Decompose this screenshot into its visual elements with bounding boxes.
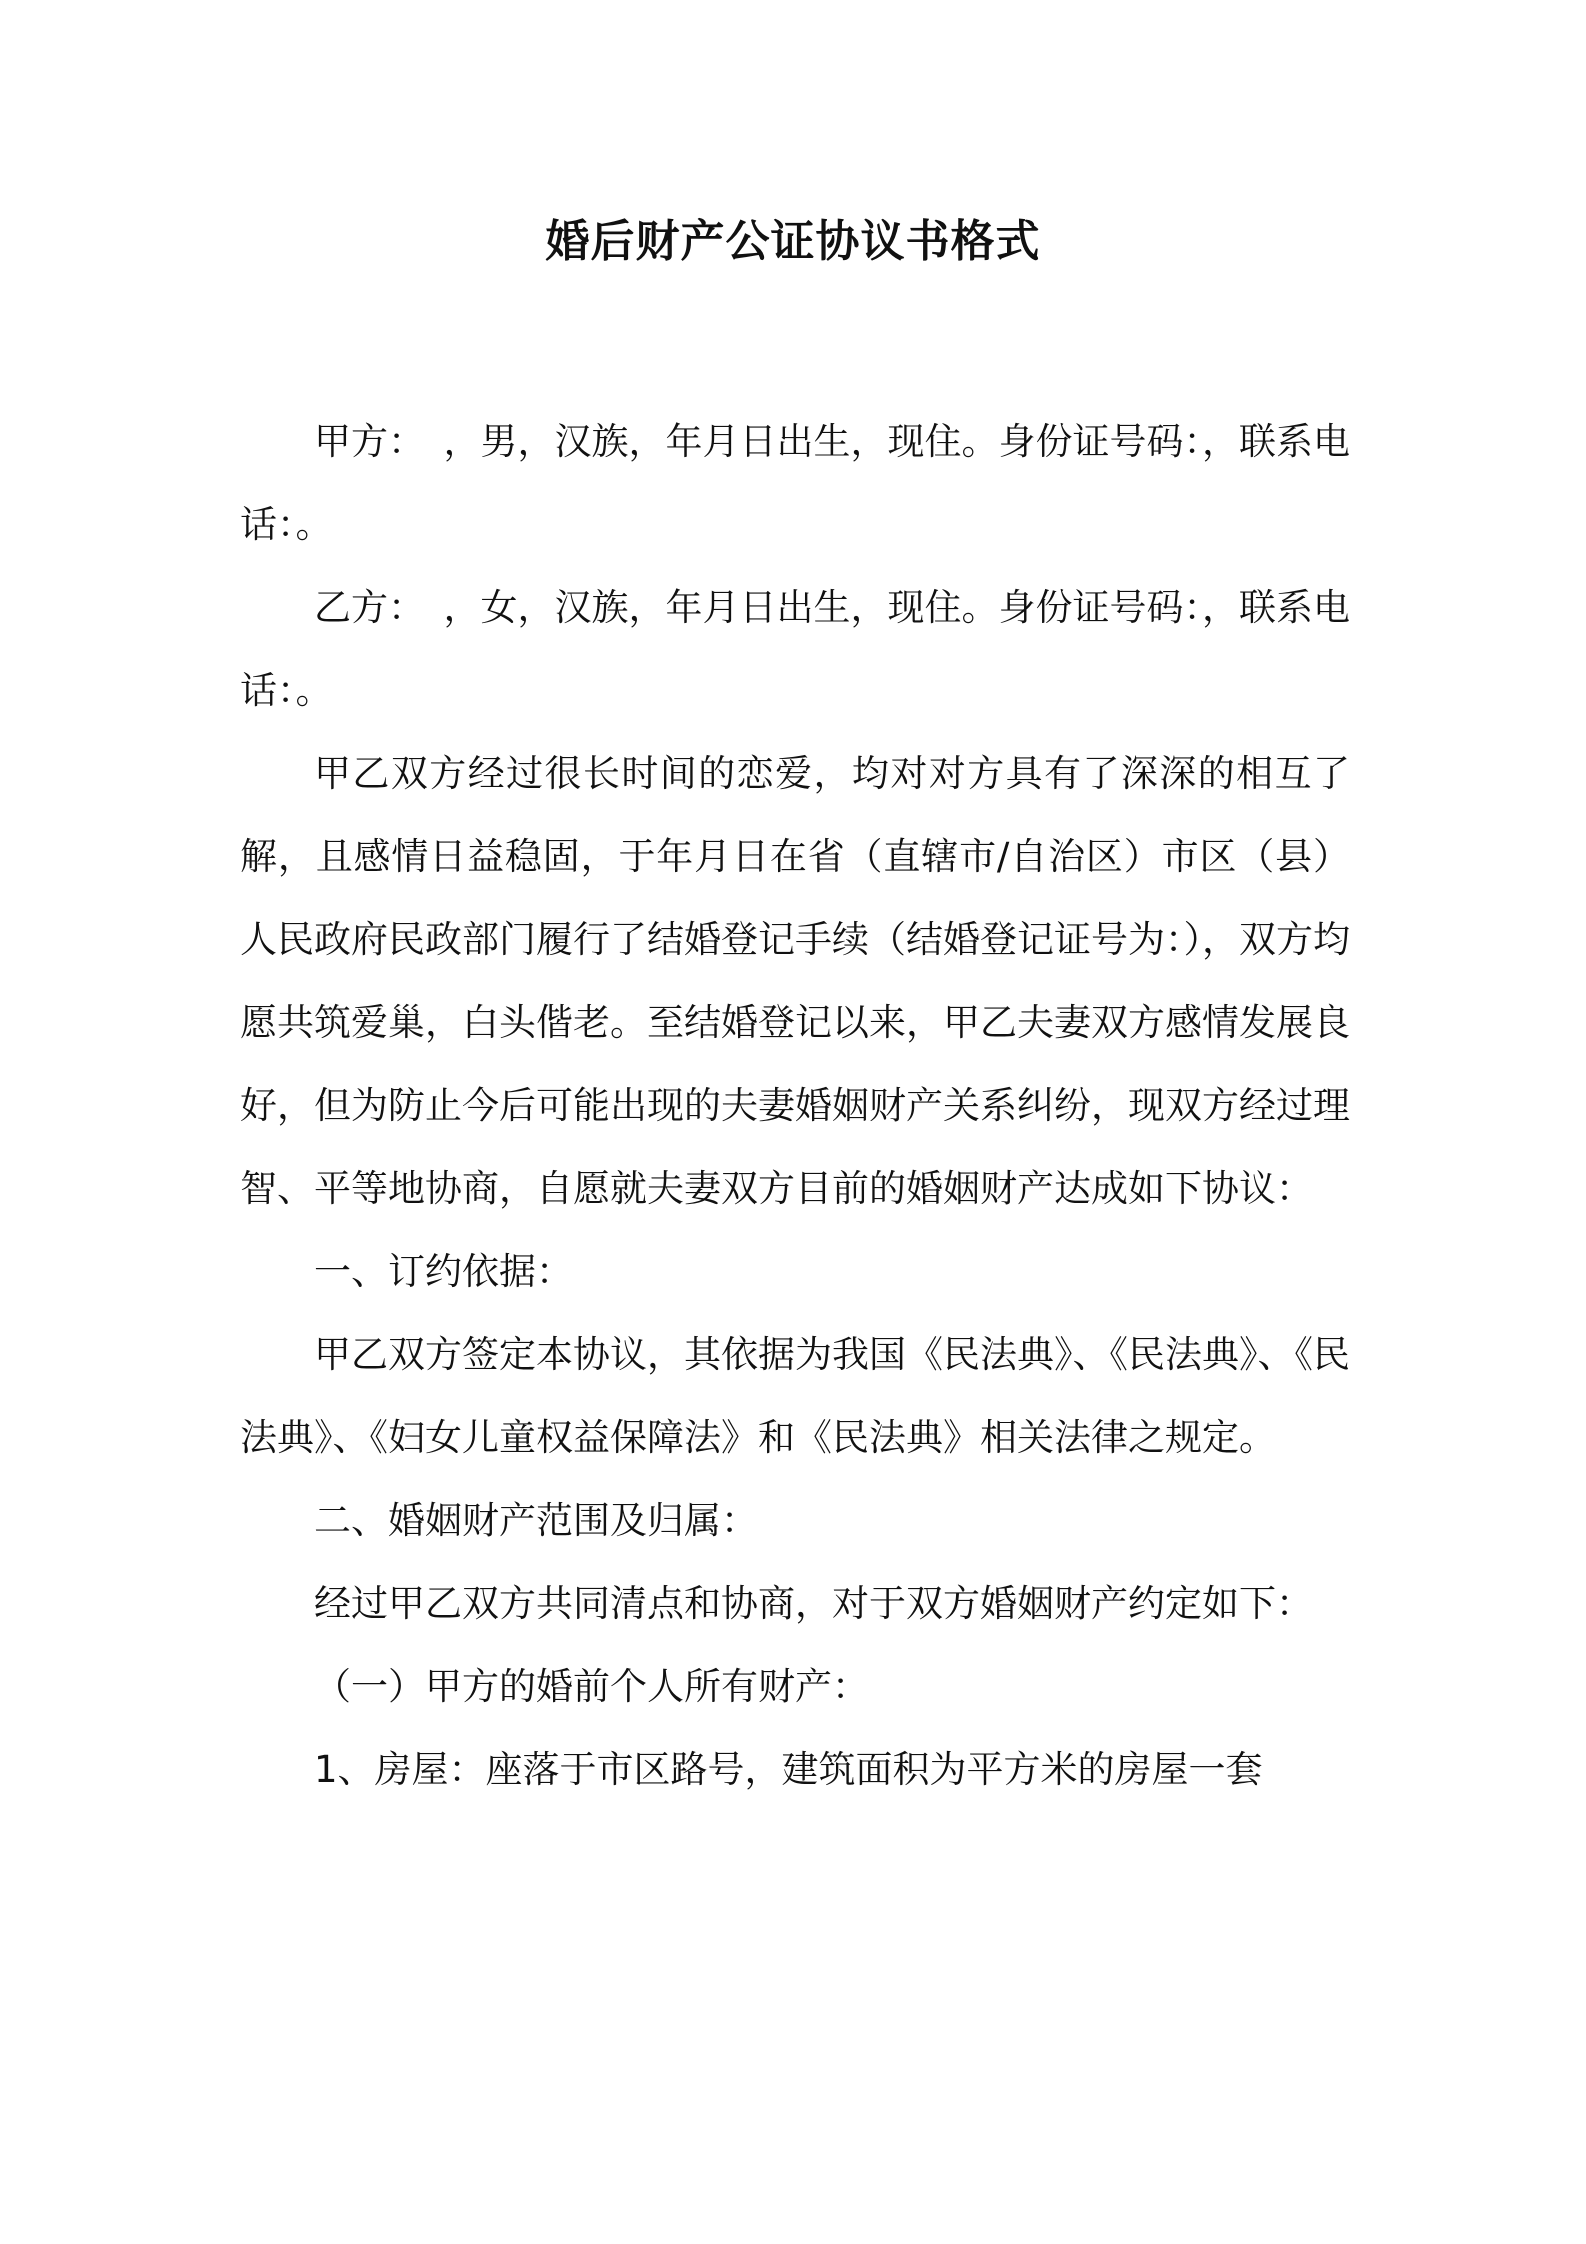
basis-paragraph: 甲乙双方签定本协议，其依据为我国《民法典》、《民法典》、《民法典》、《妇女儿童权益保障法》和《民法典》相关法律之规定。 [240, 1333, 1350, 1459]
section-heading-property: 二、婚姻财产范围及归属： [314, 1499, 758, 1542]
subsection-heading-party-a: （一）甲方的婚前个人所有财产： [314, 1665, 869, 1708]
document-body [240, 400, 1350, 1811]
property-intro-paragraph: 经过甲乙双方共同清点和协商，对于双方婚姻财产约定如下： [314, 1582, 1313, 1625]
party-b-paragraph: 乙方： ，女，汉族，年月日出生，现住。身份证号码：，联系电话：。 [240, 586, 1350, 712]
house-item-paragraph: 1、房屋：座落于市区路号，建筑面积为平方米的房屋一套 [314, 1748, 1263, 1791]
background-paragraph: 甲乙双方经过很长时间的恋爱，均对对方具有了深深的相互了解，且感情日益稳固，于年月日在省（直辖市/自治区）市区（县）人民政府民政部门履行了结婚登记手续（结婚登记证号为：），双方均愿共筑爱巢，白头偕老。至结婚登记以来，甲乙夫妻双方感情发展良好，但为防止今后可能出现的夫妻婚姻财产关系纠纷，现双方经过理智、平等地协商，自愿就夫妻双方目前的婚姻财产达成如下协议： [240, 752, 1350, 1210]
document-title: 婚后财产公证协议书格式 [545, 216, 1041, 267]
section-heading-basis: 一、订约依据： [314, 1250, 573, 1293]
party-a-paragraph: 甲方： ，男，汉族，年月日出生，现住。身份证号码：，联系电话：。 [240, 420, 1350, 546]
